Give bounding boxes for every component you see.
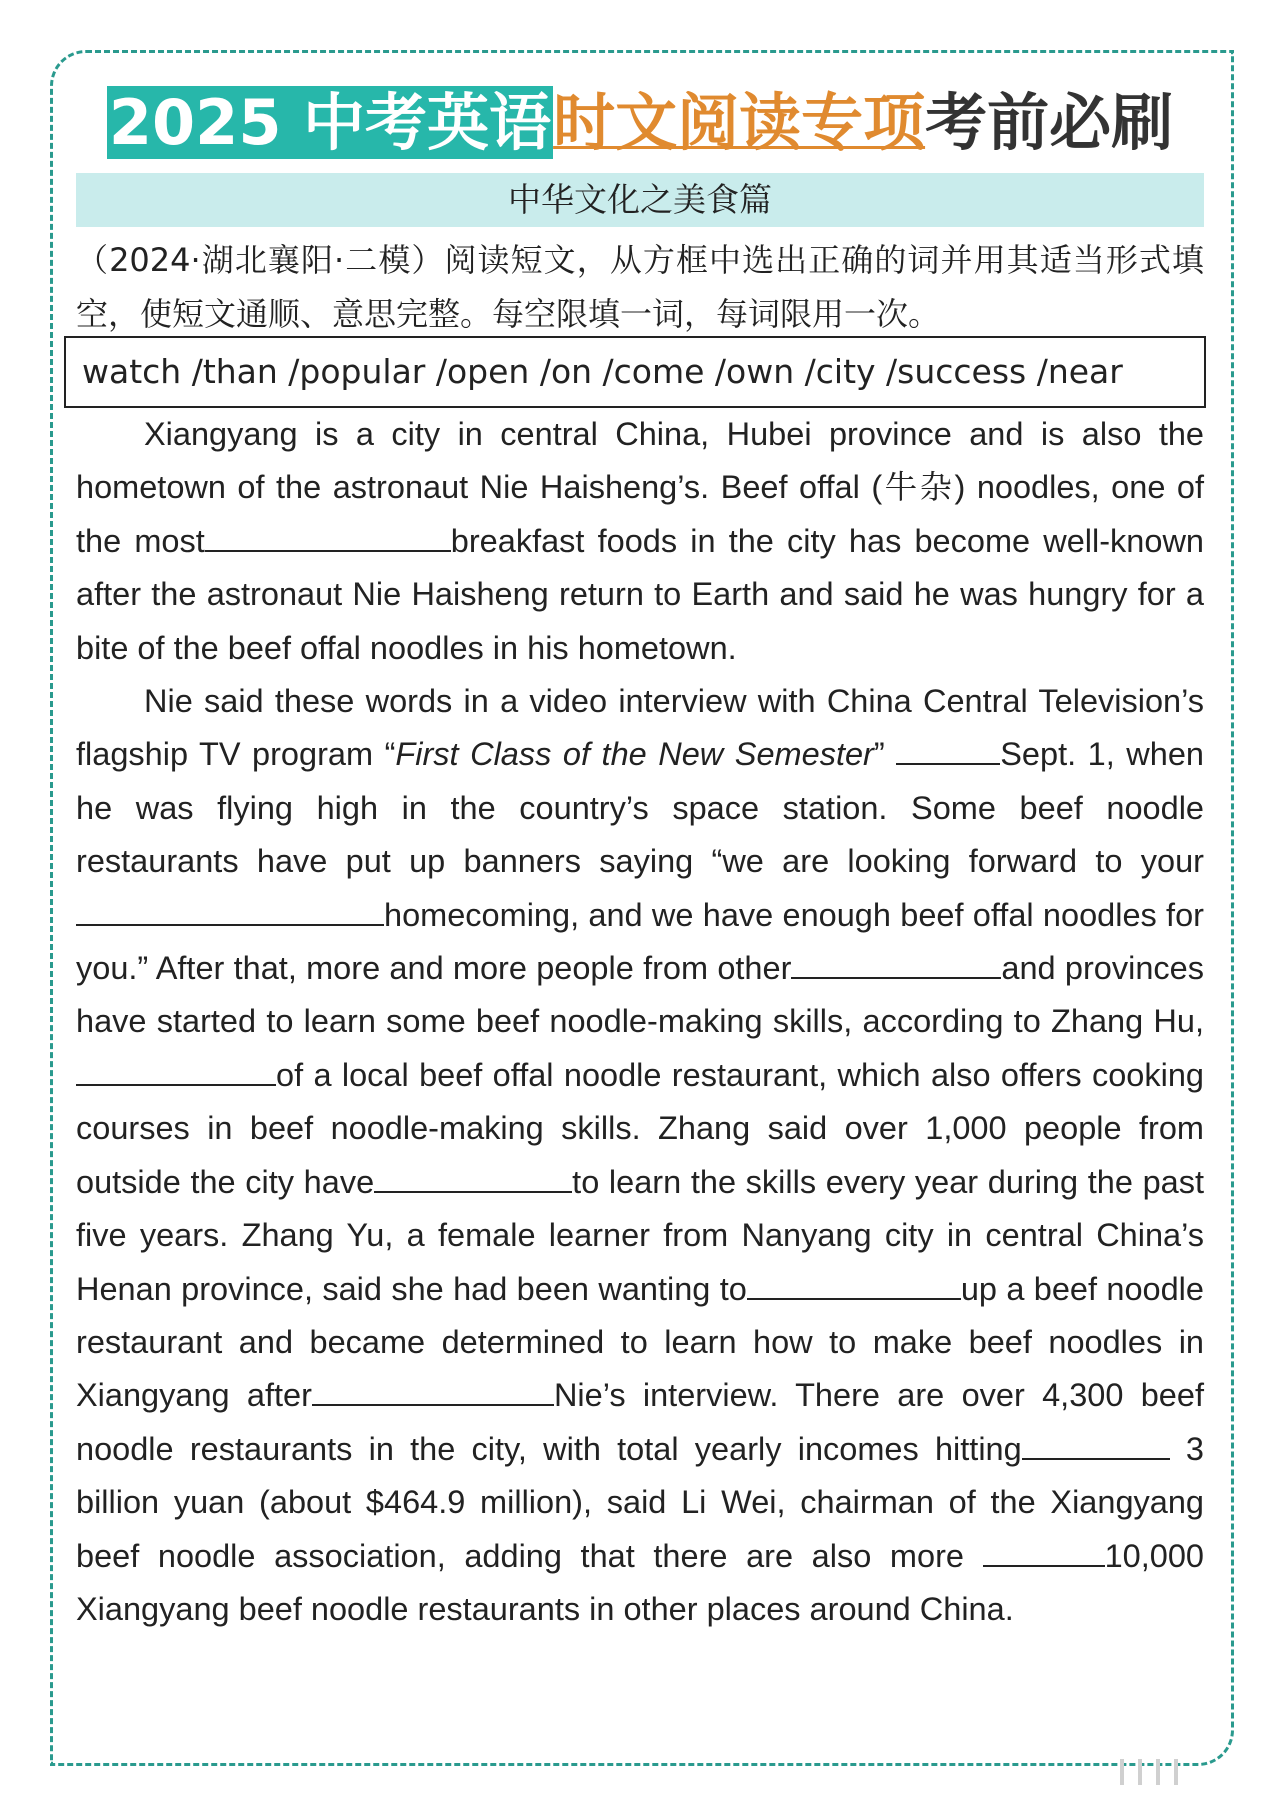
passage-text: Sept. 1, when he was flying high in the country’s space station. Some beef noodle restaurants have put up banners saying “we are looking forward to your bbox=[76, 736, 1204, 880]
answer-blank-6[interactable] bbox=[374, 1157, 572, 1193]
passage-text: of a local beef offal noodle restaurant, which also offers cooking courses in beef noodle-making skills. Zhang said over 1,000 people from outside the city have bbox=[76, 1056, 1204, 1200]
answer-blank-2[interactable] bbox=[896, 729, 1000, 765]
answer-blank-7[interactable] bbox=[747, 1264, 961, 1300]
answer-blank-3[interactable] bbox=[76, 890, 384, 926]
answer-blank-8[interactable] bbox=[312, 1370, 554, 1406]
title-suffix: 考前必刷 bbox=[925, 86, 1174, 159]
passage-text: Nie’s interview. There are over 4,300 beef noodle restaurants in the city, with total yearly incomes hitting bbox=[76, 1377, 1204, 1467]
answer-blank-4[interactable] bbox=[791, 943, 1001, 979]
passage-text: 3 billion yuan (about $464.9 million), said Li Wei, chairman of the Xiangyang beef noodle association, adding that there are also more bbox=[76, 1430, 1204, 1574]
passage-text: 10,000 Xiangyang beef noodle restaurants in other places around China. bbox=[76, 1537, 1204, 1627]
paragraph-1 bbox=[76, 408, 1204, 675]
passage-text: up a beef noodle restaurant and became determined to learn how to make beef noodles in Xiangyang after bbox=[76, 1270, 1204, 1414]
reading-passage bbox=[76, 408, 1204, 1636]
instructions: （2024·湖北襄阳·二模）阅读短文，从方框中选出正确的词并用其适当形式填空，使短文通顺、意思完整。每空限填一词，每词限用一次。 bbox=[76, 241, 1204, 333]
title-year-subject: 2025 中考英语 bbox=[108, 86, 552, 159]
passage-text: breakfast foods in the city has become well-known after the astronaut Nie Haisheng return to Earth and said he was hungry for a bite of the beef offal noodles in his hometown. bbox=[76, 522, 1204, 666]
answer-blank-1[interactable] bbox=[205, 516, 451, 552]
passage-text: ” bbox=[873, 736, 885, 773]
passage-text: homecoming, and we have enough beef offal noodles for you.” After that, more and more people from other bbox=[76, 896, 1204, 987]
passage-text: Nie said these words in a video interview with China Central Television’s flagship TV program “ bbox=[76, 683, 1204, 773]
section-subtitle: 中华文化之美食篇 bbox=[76, 173, 1204, 227]
word-bank-box: watch /than /popular /open /on /come /own /city /success /near bbox=[64, 336, 1206, 408]
watermark-bars bbox=[1120, 1759, 1240, 1787]
paragraph-2 bbox=[76, 675, 1204, 1636]
passage-text: to learn the skills every year during the past five years. Zhang Yu, a female learner from Nanyang city in central China’s Henan province, said she had been wanting to bbox=[76, 1163, 1204, 1307]
answer-blank-5[interactable] bbox=[76, 1050, 276, 1086]
passage-text: Xiangyang is a city in central China, Hubei province and is also the hometown of the astronaut Nie Haisheng’s. Beef offal (牛杂) noodles, one of the most bbox=[76, 416, 1204, 559]
program-name: First Class of the New Semester bbox=[395, 736, 874, 773]
answer-blank-9[interactable] bbox=[1022, 1424, 1170, 1460]
answer-blank-10[interactable] bbox=[983, 1531, 1105, 1567]
title-topic: 时文阅读专项 bbox=[553, 86, 926, 159]
passage-text: and provinces have started to learn some beef noodle-making skills, according to Zhang Hu, bbox=[76, 950, 1204, 1040]
page-title bbox=[0, 85, 1280, 161]
